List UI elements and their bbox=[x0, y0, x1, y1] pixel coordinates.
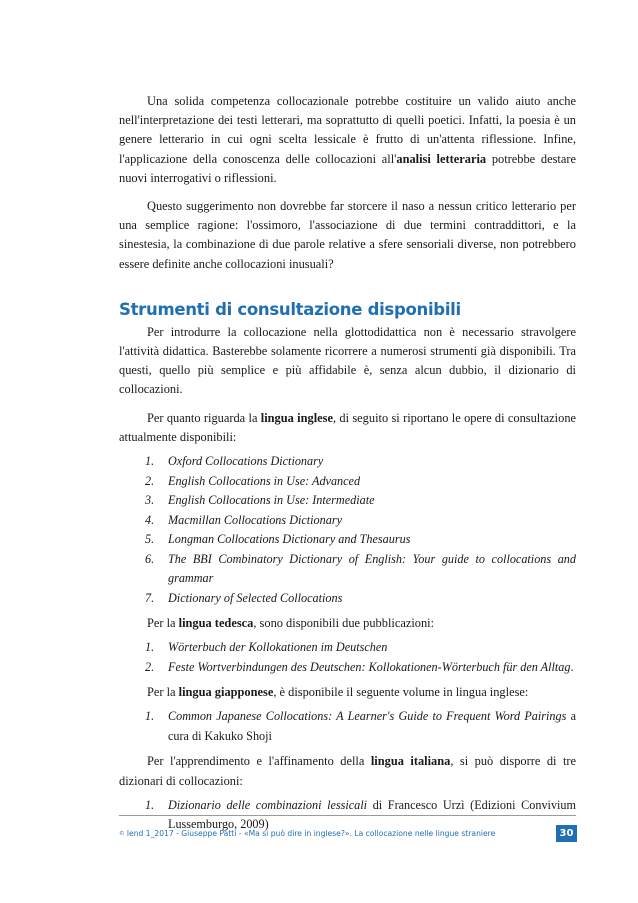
list-item-title: Oxford Collocations Dictionary bbox=[168, 454, 324, 469]
german-works-list bbox=[119, 638, 576, 677]
paragraph-1-bold: analisi letteraria bbox=[396, 151, 487, 166]
paragraph-7-text: Per l'apprendimento e l'affinamento della bbox=[147, 754, 371, 769]
list-item-title: Macmillan Collocations Dictionary bbox=[168, 512, 342, 527]
paragraph-7 bbox=[119, 752, 576, 790]
paragraph-6-end: , è disponibile il seguente volume in lingua inglese: bbox=[273, 685, 529, 700]
list-item-number: 1. bbox=[145, 454, 155, 469]
list-item-title: Dictionary of Selected Collocations bbox=[168, 590, 343, 605]
list-item-title: English Collocations in Use: Intermediate bbox=[168, 493, 375, 508]
list-item-number: 1. bbox=[145, 709, 155, 724]
list-item-title: Dizionario delle combinazioni lessicali bbox=[168, 797, 368, 812]
list-item bbox=[119, 452, 576, 472]
copyright-symbol: © bbox=[119, 831, 125, 837]
paragraph-4-text: Per quanto riguarda la bbox=[147, 410, 261, 425]
list-item-number: 1. bbox=[145, 640, 155, 655]
footer-text: lend 1_2017 - Giuseppe Patti - «Ma si può dire in inglese?». La collocazione nelle lingue straniere bbox=[126, 829, 496, 838]
paragraph-4-end: , di seguito si riportano le opere di consultazione attualmente disponibili: bbox=[119, 410, 577, 444]
paragraph-1-end: potrebbe destare nuovi interrogativi o riflessioni. bbox=[119, 151, 576, 185]
paragraph-5-text: Per la bbox=[147, 616, 179, 631]
page-number: 30 bbox=[556, 825, 577, 842]
list-item bbox=[119, 638, 576, 658]
paragraph-7-end: , si può disporre di tre dizionari di collocazioni: bbox=[119, 754, 577, 788]
paragraph-3: Per introdurre la collocazione nella glottodidattica non è necessario stravolgere l'attività didattica. Basterebbe solamente ricorrere a numerosi strumenti già disponibili. Tra questi, quello più semplice e più affidabile è, senza alcun dubbio, il dizionario di collocazioni. bbox=[119, 324, 576, 397]
list-item bbox=[119, 550, 576, 589]
paragraph-6 bbox=[119, 683, 576, 702]
list-item-number: 7. bbox=[145, 590, 155, 605]
paragraph-6-text: Per la bbox=[147, 685, 179, 700]
list-item-title: Wörterbuch der Kollokationen im Deutschen bbox=[168, 640, 388, 655]
paragraph-2: Questo suggerimento non dovrebbe far storcere il naso a nessun critico letterario per una semplice ragione: l'ossimoro, l'associazione di due termini contraddittori, e la sinestesia, la combinazione di due parole relative a sfere sensoriali diverse, non potrebbero essere definite anche collocazioni inusuali? bbox=[119, 199, 576, 271]
list-item bbox=[119, 658, 576, 678]
footer-divider bbox=[119, 815, 576, 816]
list-item-title: English Collocations in Use: Advanced bbox=[168, 473, 361, 488]
list-item bbox=[119, 491, 576, 511]
list-item-title: The BBI Combinatory Dictionary of English: Your guide to collocations and grammar bbox=[168, 551, 576, 586]
list-item-rest: di Francesco Urzì (Edizioni Convivium Lussemburgo, 2009) bbox=[168, 797, 576, 832]
list-item-rest: . bbox=[570, 659, 574, 674]
paragraph-5-bold: lingua tedesca bbox=[178, 616, 254, 631]
list-item-number: 2. bbox=[145, 473, 155, 488]
japanese-works-list bbox=[119, 707, 576, 746]
paragraph-4-bold: lingua inglese bbox=[260, 410, 333, 425]
list-item-number: 3. bbox=[145, 493, 155, 508]
list-item-number: 2. bbox=[145, 659, 155, 674]
list-item bbox=[119, 511, 576, 531]
list-item-number: 6. bbox=[145, 551, 155, 566]
english-works-list bbox=[119, 452, 576, 608]
list-item bbox=[119, 530, 576, 550]
list-item-number: 5. bbox=[145, 532, 155, 547]
page-body bbox=[119, 92, 576, 841]
list-item bbox=[119, 707, 576, 746]
paragraph-4 bbox=[119, 409, 576, 447]
list-item bbox=[119, 472, 576, 492]
paragraph-5 bbox=[119, 614, 576, 633]
paragraph-1 bbox=[119, 92, 576, 188]
paragraph-6-bold: lingua giapponese bbox=[178, 685, 274, 700]
list-item-number: 1. bbox=[145, 797, 155, 812]
list-item-number: 4. bbox=[145, 512, 155, 527]
paragraph-7-bold: lingua italiana bbox=[370, 754, 451, 769]
list-item bbox=[119, 589, 576, 609]
paragraph-1-text: Una solida competenza collocazionale potrebbe costituire un valido aiuto anche nell'interpretazione dei testi letterari, ma soprattutto di quelli poetici. Infatti, la poesia è un genere letterario in cui ogni scelta lessicale è frutto di un'attenta riflessione. Infine, l'applicazione della conoscenza delle collocazioni all' bbox=[119, 94, 576, 166]
list-item-title: Common Japanese Collocations: A Learner's Guide to Frequent Word Pairings bbox=[168, 709, 567, 724]
list-item-title: Longman Collocations Dictionary and Thesaurus bbox=[168, 532, 411, 547]
paragraph-5-end: , sono disponibili due pubblicazioni: bbox=[253, 616, 435, 631]
list-item-rest: a cura di Kakuko Shoji bbox=[168, 709, 576, 743]
section-title: Strumenti di consultazione disponibili bbox=[119, 299, 461, 319]
list-item-title: Feste Wortverbindungen des Deutschen: Kollokationen-Wörterbuch für den Alltag bbox=[168, 659, 571, 674]
footer bbox=[119, 826, 576, 842]
